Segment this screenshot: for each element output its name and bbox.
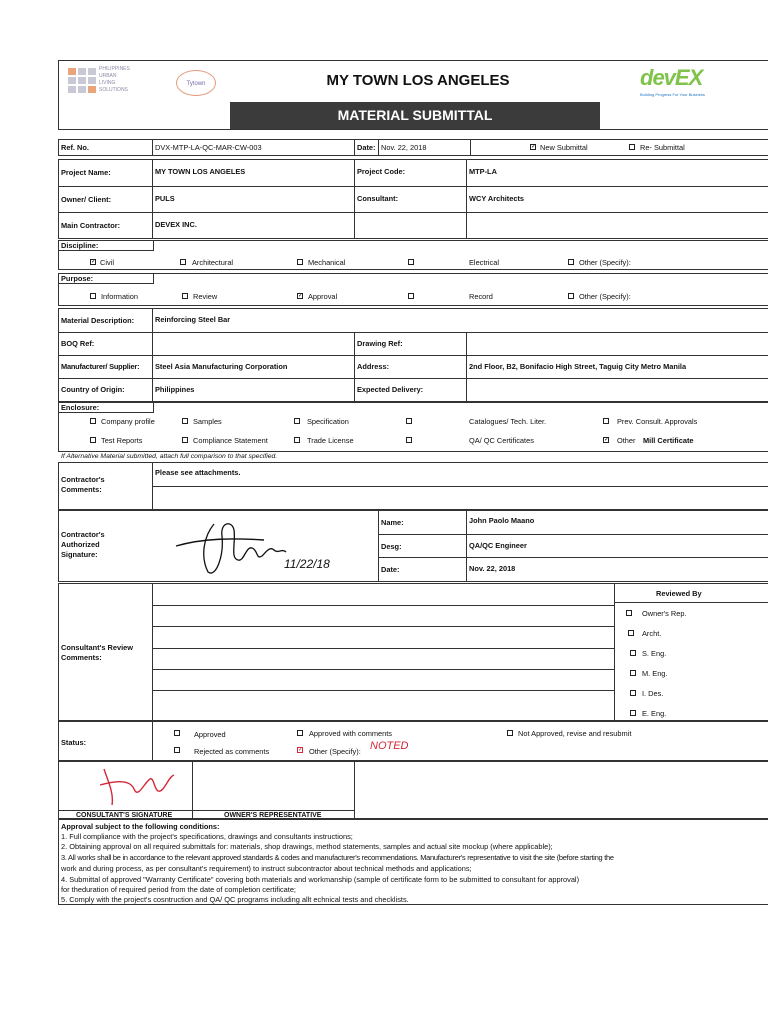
enclosure-samples-checkbox[interactable] xyxy=(182,418,188,424)
discipline-mechanical-checkbox[interactable] xyxy=(297,259,303,265)
enclosure-test-reports-checkbox[interactable] xyxy=(90,437,96,443)
contractor-label: Main Contractor: xyxy=(61,221,121,230)
consultant-label: Consultant: xyxy=(357,194,399,203)
material-description-value[interactable]: Reinforcing Steel Bar xyxy=(155,315,231,324)
contractor-signature-label: Contractor's Authorized Signature: xyxy=(61,530,105,559)
condition-line: 5. Comply with the project's cosntruction and QA/ QC programs including allt echnical tests and checklists. xyxy=(61,895,409,904)
discipline-mechanical-label: Mechanical xyxy=(308,258,346,267)
enclosure-test-reports-label: Test Reports xyxy=(101,436,143,445)
condition-line: 3. All works shall be in accordance to the relevant approved standards & codes and manufacturer's recommendations. Manufacturer's representative to visit the site (before starting the xyxy=(61,853,614,862)
enclosure-specification-checkbox[interactable] xyxy=(294,418,300,424)
condition-line: for theduration of required period from the date of completion certificate; xyxy=(61,885,296,894)
owner-value[interactable]: PULS xyxy=(155,194,175,203)
resubmittal-checkbox[interactable] xyxy=(629,144,635,150)
conditions-title: Approval subject to the following conditions: xyxy=(61,822,220,831)
purpose-block xyxy=(58,273,768,306)
devex-logo: devEX Building Progress For Your Business xyxy=(640,65,705,97)
enclosure-compliance-label: Compliance Statement xyxy=(193,436,268,445)
enclosure-other-value[interactable]: Mill Certificate xyxy=(643,436,694,445)
enclosure-qaqc-label: QA/ QC Certificates xyxy=(469,436,534,445)
project-name-value[interactable]: MY TOWN LOS ANGELES xyxy=(155,167,246,176)
contractor-name-value[interactable]: John Paolo Maano xyxy=(469,516,535,525)
ref-label: Ref. No. xyxy=(61,143,89,152)
contractor-date-value[interactable]: Nov. 22, 2018 xyxy=(469,564,516,573)
purpose-other-label: Other (Specify): xyxy=(579,292,631,301)
reviewer-m-eng-checkbox[interactable] xyxy=(630,670,636,676)
owner-label: Owner/ Client: xyxy=(61,195,112,204)
material-submittal-form xyxy=(58,60,768,906)
owner-rep-label: OWNER'S REPRESENTATIVE xyxy=(224,812,322,819)
tytown-logo: Tytown xyxy=(176,70,216,96)
condition-line: work and during process, as per consultant's requirement) to instruct subcontractor about technical methods and applications; xyxy=(61,864,472,873)
enclosure-prev-approvals-label: Prev. Consult. Approvals xyxy=(617,417,698,426)
contractor-name-label: Name: xyxy=(381,518,404,527)
new-submittal-checkbox[interactable]: ✓ xyxy=(531,144,537,150)
boq-ref-label: BOQ Ref: xyxy=(61,339,95,348)
enclosure-prev-approvals-checkbox[interactable] xyxy=(603,418,609,424)
discipline-architectural-label: Architectural xyxy=(192,258,234,267)
purpose-information-label: Information xyxy=(101,292,138,301)
origin-value[interactable]: Philippines xyxy=(155,385,195,394)
reviewer-owners-rep-checkbox[interactable] xyxy=(626,610,632,616)
condition-line: 1. Full compliance with the project's specifications, drawings and consultants instructions; xyxy=(61,832,353,841)
contractor-handwritten-signature xyxy=(174,516,374,580)
contractor-signature-block xyxy=(58,510,768,582)
discipline-label: Discipline: xyxy=(61,241,99,250)
enclosure-samples-label: Samples xyxy=(193,417,222,426)
status-not-approved-checkbox[interactable] xyxy=(507,730,513,736)
condition-line: 2. Obtaining approval on all required submittals for: materials, shop drawings, method statements, samples and actual site mockup (where applicable); xyxy=(61,842,553,851)
consultant-value[interactable]: WCY Architects xyxy=(469,194,525,203)
discipline-electrical-checkbox[interactable] xyxy=(408,259,414,265)
purpose-review-checkbox[interactable] xyxy=(182,293,188,299)
contractor-value[interactable]: DEVEX INC. xyxy=(155,220,197,229)
address-label: Address: xyxy=(357,362,390,371)
status-label: Status: xyxy=(61,738,87,747)
review-comments-label: Consultant's Review Comments: xyxy=(61,643,133,662)
reviewer-owners-rep-label: Owner's Rep. xyxy=(642,609,687,618)
status-other-label: Other (Specify): xyxy=(309,747,361,756)
reviewer-s-eng-checkbox[interactable] xyxy=(630,650,636,656)
purpose-information-checkbox[interactable] xyxy=(90,293,96,299)
enclosure-trade-license-checkbox[interactable] xyxy=(294,437,300,443)
purpose-record-checkbox[interactable] xyxy=(408,293,414,299)
manufacturer-label: Manufacturer/ Supplier: xyxy=(61,362,140,371)
enclosure-label: Enclosure: xyxy=(61,403,100,412)
condition-line: 4. Submittal of approved "Warranty Certificate" covering both materials and workmanship (sample of certificate form to be submitted to consultant for approval) xyxy=(61,875,580,884)
status-approved-comments-label: Approved with comments xyxy=(309,729,392,738)
purpose-label: Purpose: xyxy=(61,274,94,283)
discipline-civil-label: Civil xyxy=(100,258,114,267)
enclosure-compliance-checkbox[interactable] xyxy=(182,437,188,443)
enclosure-qaqc-checkbox[interactable] xyxy=(406,437,412,443)
status-rejected-checkbox[interactable] xyxy=(174,747,180,753)
reviewer-i-des-label: I. Des. xyxy=(642,689,664,698)
contractor-signature-date: 11/22/18 xyxy=(284,557,330,571)
discipline-electrical-label: Electrical xyxy=(469,258,499,267)
purpose-record-label: Record xyxy=(469,292,493,301)
status-rejected-label: Rejected as comments xyxy=(194,747,270,756)
status-other-checkbox[interactable]: ✓ xyxy=(298,747,304,753)
reviewer-m-eng-label: M. Eng. xyxy=(642,669,668,678)
resubmittal-label: Re- Submittal xyxy=(640,143,685,152)
puls-logo: PHILIPPINES URBAN LIVING SOLUTIONS xyxy=(68,66,130,102)
discipline-civil-checkbox[interactable]: ✓ xyxy=(91,259,97,265)
enclosure-trade-license-label: Trade License xyxy=(307,436,354,445)
status-block xyxy=(58,721,768,761)
enclosure-specification-label: Specification xyxy=(307,417,349,426)
purpose-approval-label: Approval xyxy=(308,292,338,301)
contractor-comments-label: Contractor's Comments: xyxy=(61,475,105,494)
reviewer-archt-label: Archt. xyxy=(642,629,662,638)
discipline-block xyxy=(58,240,768,270)
material-description-label: Material Description: xyxy=(61,316,135,325)
delivery-label: Expected Delivery: xyxy=(357,385,424,394)
purpose-other-checkbox[interactable] xyxy=(568,293,574,299)
status-approved-checkbox[interactable] xyxy=(174,730,180,736)
consultant-signature-label: CONSULTANT'S SIGNATURE xyxy=(76,812,173,819)
reviewer-e-eng-label: E. Eng. xyxy=(642,709,667,718)
contractor-desg-label: Desg: xyxy=(381,542,402,551)
page-subtitle: MATERIAL SUBMITTAL xyxy=(337,107,493,123)
enclosure-catalogues-checkbox[interactable] xyxy=(406,418,412,424)
reviewed-by-label: Reviewed By xyxy=(656,589,702,598)
reviewer-i-des-checkbox[interactable] xyxy=(630,690,636,696)
enclosure-company-profile-label: Company profile xyxy=(101,417,155,426)
alternative-material-note: If Alternative Material submitted, attach full comparison to that specified. xyxy=(61,453,278,460)
contractor-desg-value[interactable]: QA/QC Engineer xyxy=(469,541,527,550)
drawing-ref-label: Drawing Ref: xyxy=(357,339,403,348)
reviewer-e-eng-checkbox[interactable] xyxy=(630,710,636,716)
enclosure-company-profile-checkbox[interactable] xyxy=(90,418,96,424)
page-title: MY TOWN LOS ANGELES xyxy=(326,72,510,89)
origin-label: Country of Origin: xyxy=(61,385,125,394)
date-value[interactable]: Nov. 22, 2018 xyxy=(381,143,427,152)
reviewer-archt-checkbox[interactable] xyxy=(628,630,634,636)
enclosure-catalogues-label: Catalogues/ Tech. Liter. xyxy=(469,417,547,426)
status-other-value[interactable]: NOTED xyxy=(370,740,409,752)
enclosure-other-checkbox[interactable]: ✓ xyxy=(604,437,610,443)
contractor-date-label: Date: xyxy=(381,565,400,574)
purpose-review-label: Review xyxy=(193,292,218,301)
consultant-handwritten-signature xyxy=(94,763,184,809)
manufacturer-value[interactable]: Steel Asia Manufacturing Corporation xyxy=(155,362,288,371)
project-code-label: Project Code: xyxy=(357,167,406,176)
enclosure-other-label: Other xyxy=(617,436,636,445)
address-value[interactable]: 2nd Floor, B2, Bonifacio High Street, Taguig City Metro Manila xyxy=(469,362,687,371)
contractor-comments-value[interactable]: Please see attachments. xyxy=(155,468,241,477)
project-code-value[interactable]: MTP-LA xyxy=(469,167,497,176)
status-approved-comments-checkbox[interactable] xyxy=(297,730,303,736)
reviewer-s-eng-label: S. Eng. xyxy=(642,649,667,658)
discipline-other-label: Other (Specify): xyxy=(579,258,631,267)
new-submittal-label: New Submittal xyxy=(540,143,588,152)
discipline-architectural-checkbox[interactable] xyxy=(180,259,186,265)
project-name-label: Project Name: xyxy=(61,168,111,177)
purpose-approval-checkbox[interactable]: ✓ xyxy=(298,293,304,299)
discipline-other-checkbox[interactable] xyxy=(568,259,574,265)
status-approved-label: Approved xyxy=(194,730,226,739)
date-label: Date: xyxy=(357,143,376,152)
status-not-approved-label: Not Approved, revise and resubmit xyxy=(518,729,632,738)
ref-value[interactable]: DVX-MTP-LA-QC-MAR-CW-003 xyxy=(155,143,262,152)
